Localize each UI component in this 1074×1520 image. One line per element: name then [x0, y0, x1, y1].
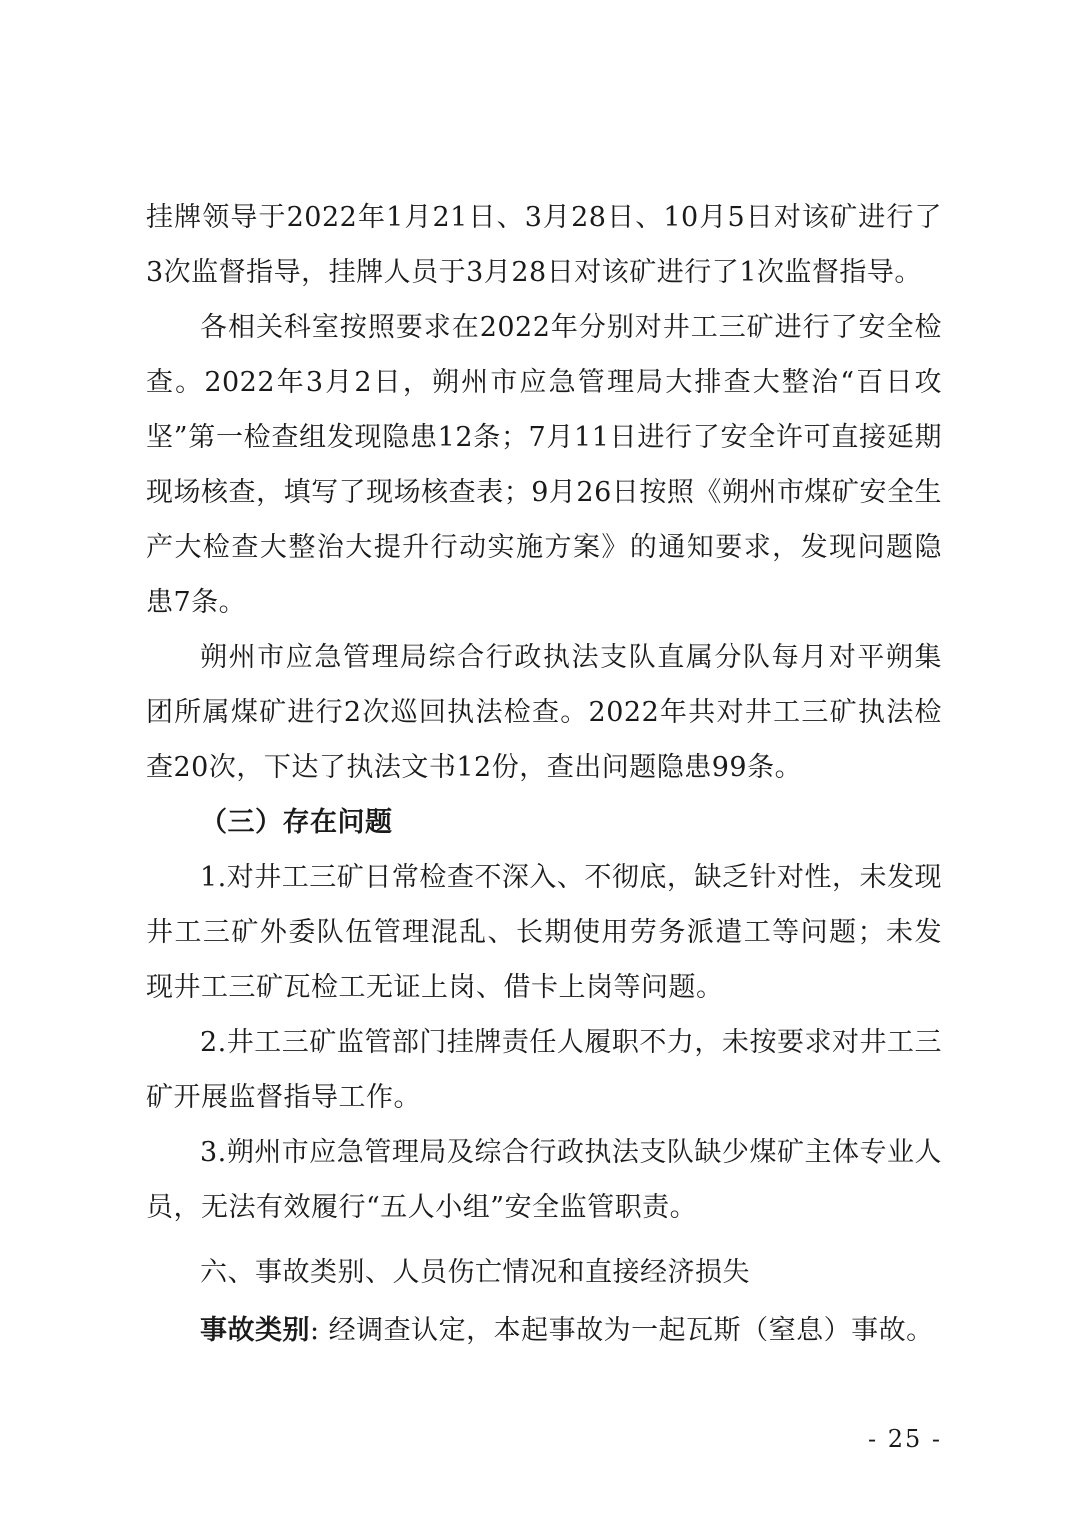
issue-item-3: 3.朔州市应急管理局及综合行政执法支队缺少煤矿主体专业人员，无法有效履行“五人小组”安全监管职责。 — [146, 1137, 942, 1223]
accident-category-label: 事故类别 — [200, 1315, 310, 1346]
paragraph-supervision: 挂牌领导于2022年1月21日、3月28日、10月5日对该矿进行了3次监督指导，挂牌人员于3月28日对该矿进行了1次监督指导。 — [146, 202, 942, 288]
issue-item-1: 1.对井工三矿日常检查不深入、不彻底，缺乏针对性，未发现井工三矿外委队伍管理混乱、长期使用劳务派遣工等问题；未发现井工三矿瓦检工无证上岗、借卡上岗等问题。 — [146, 862, 942, 1003]
section-heading-accident-category: 六、事故类别、人员伤亡情况和直接经济损失 — [200, 1257, 750, 1288]
paragraph-accident-category — [146, 1303, 942, 1358]
document-body — [146, 190, 942, 1358]
subheading-existing-problems: （三）存在问题 — [200, 807, 393, 838]
issue-item-2: 2.井工三矿监管部门挂牌责任人履职不力，未按要求对井工三矿开展监督指导工作。 — [146, 1027, 942, 1113]
paragraph-inspections: 各相关科室按照要求在2022年分别对井工三矿进行了安全检查。2022年3月2日，朔州市应急管理局大排查大整治“百日攻坚”第一检查组发现隐患12条；7月11日进行了安全许可直接延期现场核查，填写了现场核查表；9月26日按照《朔州市煤矿安全生产大检查大整治大提升行动实施方案》的通知要求，发现问题隐患7条。 — [146, 312, 942, 618]
paragraph-enforcement: 朔州市应急管理局综合行政执法支队直属分队每月对平朔集团所属煤矿进行2次巡回执法检查。2022年共对井工三矿执法检查20次，下达了执法文书12份，查出问题隐患99条。 — [146, 642, 942, 783]
page-number: - 25 - — [867, 1425, 942, 1453]
accident-category-text: : 经调查认定，本起事故为一起瓦斯（窒息）事故。 — [310, 1315, 934, 1346]
